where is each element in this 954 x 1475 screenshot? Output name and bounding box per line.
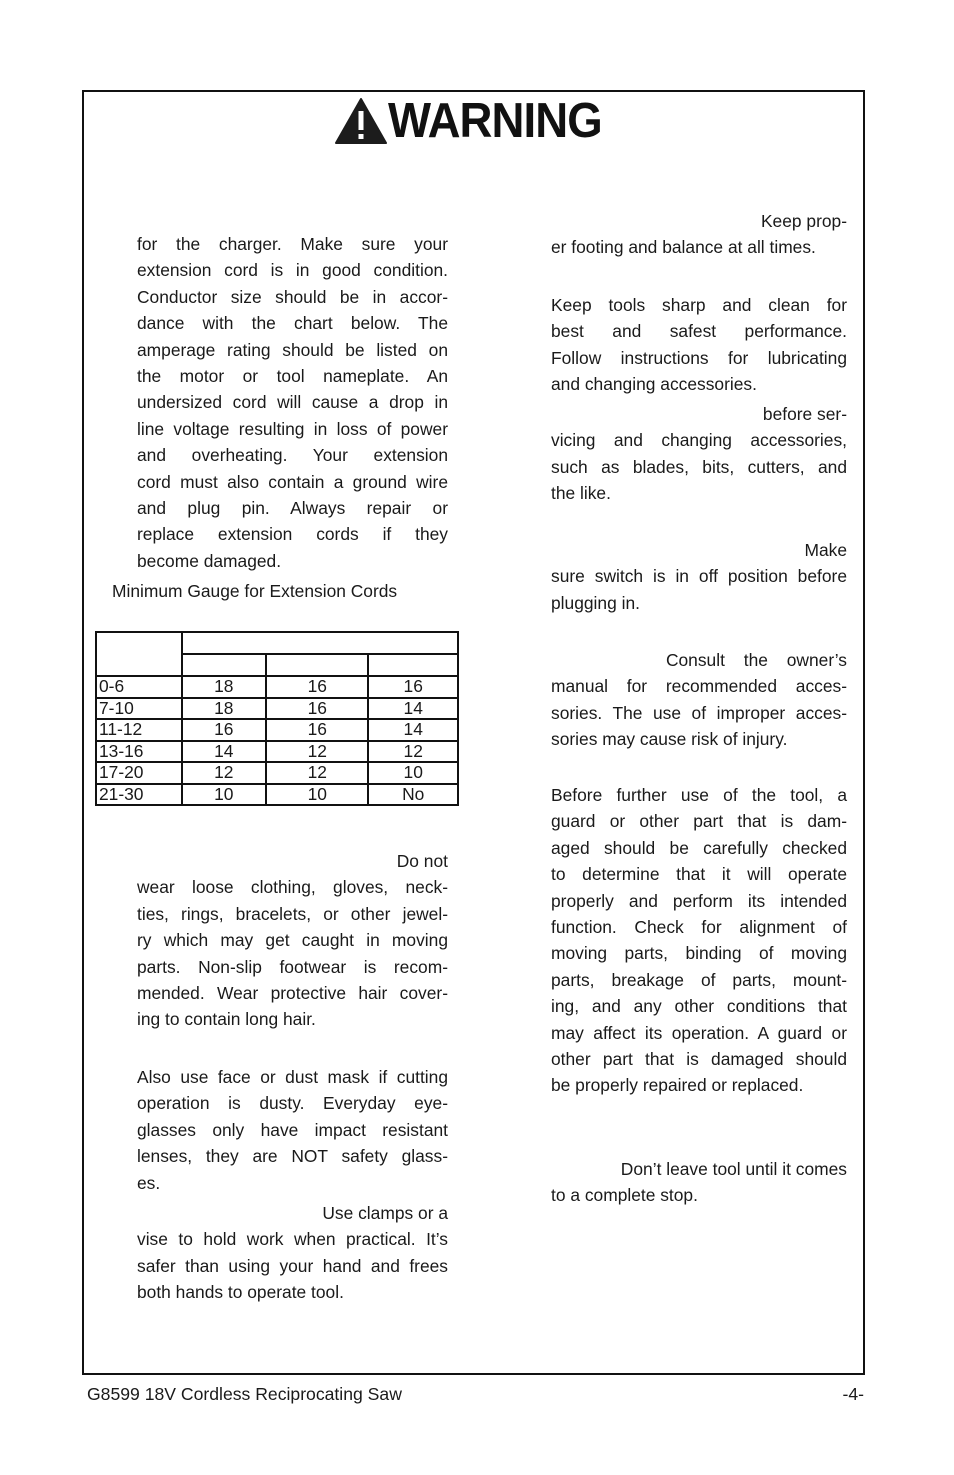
text-line: may affect its operation. A guard or	[551, 1022, 847, 1043]
table-cell: 12	[368, 741, 458, 763]
extension-cord-gauge-table	[95, 631, 459, 806]
text-line: replace extension cords if they	[137, 524, 448, 545]
text-line: wear loose clothing, gloves, neck-	[137, 877, 448, 898]
text-line: ties, rings, bracelets, or other jewel-	[137, 903, 448, 924]
text-line: and plug pin. Always repair or	[137, 498, 448, 519]
text-line: such as blades, bits, cutters, and	[551, 456, 847, 477]
text-line: dance with the chart below. The	[137, 313, 448, 334]
text-line: Before further use of the tool, a	[551, 785, 847, 805]
table-caption: Minimum Gauge for Extension Cords	[112, 581, 398, 601]
table-cell: 16	[266, 698, 368, 720]
text-line: safer than using your hand and frees	[137, 1255, 448, 1276]
servicing-paragraph	[551, 401, 847, 507]
text-line: Consult the owner’s	[665, 650, 847, 670]
text-line: undersized cord will cause a drop in	[137, 392, 448, 413]
table-cell: 7-10	[96, 698, 182, 720]
text-line: operation is dusty. Everyday eye-	[137, 1093, 448, 1114]
table-cell: 14	[182, 741, 267, 763]
text-line: Use clamps or a	[322, 1203, 448, 1223]
footing-paragraph	[551, 208, 847, 261]
text-line: manual for recommended acces-	[551, 676, 847, 697]
table-row	[96, 719, 458, 741]
damaged-parts-paragraph	[551, 782, 847, 1099]
table-header-cell	[182, 654, 267, 676]
text-line: extension cord is in good condition.	[137, 260, 448, 281]
table-cell: 18	[182, 698, 267, 720]
text-line: cord must also contain a ground wire	[137, 471, 448, 492]
table-cell: 16	[266, 676, 368, 698]
table-header-row	[96, 632, 458, 654]
table-cell: 21-30	[96, 784, 182, 806]
text-line: Also use face or dust mask if cutting	[137, 1067, 448, 1087]
text-line: er footing and balance at all times.	[551, 237, 816, 258]
warning-header	[334, 95, 618, 147]
text-line: sories may cause risk of injury.	[551, 729, 788, 750]
text-line: glasses only have impact resistant	[137, 1119, 448, 1140]
text-line: sories. The use of improper acces-	[551, 702, 847, 723]
text-line: line voltage resulting in loss of power	[137, 418, 448, 439]
text-line: and overheating. Your extension	[137, 445, 448, 466]
text-line: Don’t leave tool until it comes	[620, 1159, 847, 1179]
table-cell: 12	[182, 762, 267, 784]
table-row	[96, 741, 458, 763]
table-cell: 16	[182, 719, 267, 741]
table-row	[96, 784, 458, 806]
text-line: and changing accessories.	[551, 374, 757, 395]
extension-cord-paragraph	[137, 231, 448, 574]
clothing-paragraph	[137, 848, 448, 1033]
text-line: Do not	[396, 851, 448, 871]
footer-product-title: G8599 18V Cordless Reciprocating Saw	[87, 1384, 402, 1404]
text-line: ing, and any other conditions that	[551, 996, 847, 1017]
text-line: ry which may get caught in moving	[137, 930, 448, 951]
table-cell: No	[368, 784, 458, 806]
text-line: both hands to operate tool.	[137, 1282, 344, 1303]
text-line: the like.	[551, 483, 611, 504]
text-line: lenses, they are NOT safety glass-	[137, 1146, 448, 1167]
text-line: to a complete stop.	[551, 1185, 698, 1206]
text-line: function. Check for alignment of	[551, 917, 847, 938]
stop-paragraph	[551, 1156, 847, 1209]
text-line: aged should be carefully checked	[551, 837, 847, 858]
table-cell: 17-20	[96, 762, 182, 784]
text-line: Conductor size should be in accor-	[137, 286, 448, 307]
text-line: amperage rating should be listed on	[137, 339, 448, 360]
text-line: parts. Non-slip footwear is recom-	[137, 956, 448, 977]
text-line: Follow instructions for lubricating	[551, 347, 847, 368]
text-line: plugging in.	[551, 592, 640, 613]
accessories-paragraph	[551, 647, 847, 753]
text-line: be properly repaired or replaced.	[551, 1075, 804, 1096]
table-header-cell	[266, 654, 368, 676]
text-line: Keep tools sharp and clean for	[551, 295, 847, 315]
clamps-paragraph	[137, 1200, 448, 1306]
tool-care-paragraph	[551, 292, 847, 398]
text-line: vicing and changing accessories,	[551, 430, 847, 451]
warning-title: WARNING	[388, 93, 602, 148]
table-cell: 11-12	[96, 719, 182, 741]
text-line: moving parts, binding of moving	[551, 943, 847, 964]
text-line: become damaged.	[137, 550, 282, 571]
text-line: mended. Wear protective hair cover-	[137, 983, 448, 1004]
table-header-cell	[182, 632, 458, 654]
table-row	[96, 676, 458, 698]
text-line: the motor or tool nameplate. An	[137, 366, 448, 387]
text-line: vise to hold work when practical. It’s	[137, 1229, 448, 1250]
text-line: guard or other part that is dam-	[551, 811, 847, 832]
table-header-cell	[96, 632, 182, 676]
text-line: Make	[804, 540, 847, 560]
table-cell: 13-16	[96, 741, 182, 763]
table-cell: 16	[266, 719, 368, 741]
text-line: es.	[137, 1172, 161, 1193]
table-cell: 10	[266, 784, 368, 806]
switch-paragraph	[551, 537, 847, 616]
table-cell: 16	[368, 676, 458, 698]
text-line: to determine that it will operate	[551, 864, 847, 885]
table-row	[96, 762, 458, 784]
warning-triangle-icon	[334, 97, 388, 145]
text-line: before ser-	[762, 404, 847, 424]
text-line: ing to contain long hair.	[137, 1009, 316, 1030]
table-cell: 0-6	[96, 676, 182, 698]
eye-protection-paragraph	[137, 1064, 448, 1196]
text-line: other part that is damaged should	[551, 1049, 847, 1070]
text-line: for the charger. Make sure your	[137, 234, 448, 254]
table-header-cell	[368, 654, 458, 676]
text-line: sure switch is in off position before	[551, 566, 847, 587]
text-line: Keep prop-	[760, 211, 847, 231]
table-cell: 10	[182, 784, 267, 806]
table-cell: 14	[368, 719, 458, 741]
table-cell: 18	[182, 676, 267, 698]
page-number: -4-	[842, 1384, 864, 1404]
text-line: best and safest performance.	[551, 321, 847, 342]
table-cell: 14	[368, 698, 458, 720]
table-cell: 10	[368, 762, 458, 784]
table-cell: 12	[266, 762, 368, 784]
table-row	[96, 698, 458, 720]
text-line: properly and perform its intended	[551, 890, 847, 911]
table-cell: 12	[266, 741, 368, 763]
text-line: parts, breakage of parts, mount-	[551, 969, 847, 990]
